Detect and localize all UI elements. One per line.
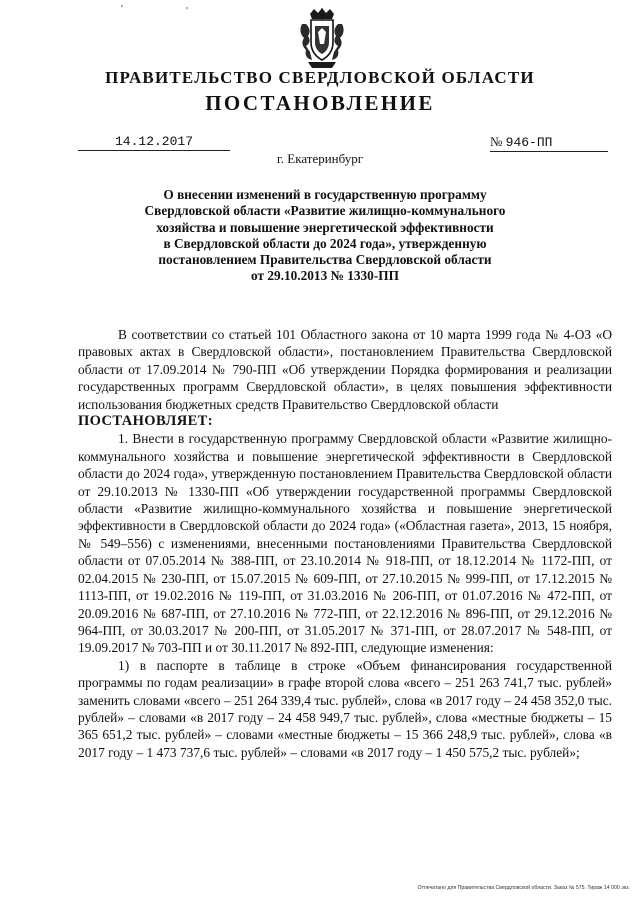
print-footer: Отпечатано для Правительства Свердловской области. Заказ № 575. Тираж 14 000 экз. <box>417 885 630 891</box>
title-line: от 29.10.2013 № 1330-ПП <box>251 268 399 284</box>
document-title <box>100 187 550 285</box>
city: г. Екатеринбург <box>276 151 364 166</box>
government-name: ПРАВИТЕЛЬСТВО СВЕРДЛОВСКОЙ ОБЛАСТИ <box>105 68 535 87</box>
title-line: Свердловской области «Развитие жилищно-коммунального <box>144 203 506 219</box>
document-date: 14.12.2017 <box>78 134 230 151</box>
title-line: постановлением Правительства Свердловской области <box>158 252 492 268</box>
title-line: хозяйства и повышение энергетической эффективности <box>156 219 494 235</box>
resolve-heading: ПОСТАНОВЛЯЕТ: <box>78 413 213 430</box>
title-line: в Свердловской области до 2024 года», утвержденную <box>163 235 487 251</box>
document-type: ПОСТАНОВЛЕНИЕ <box>205 91 435 115</box>
title-line: О внесении изменений в государственную программу <box>163 187 487 202</box>
document-number <box>490 134 608 152</box>
number-prefix: № <box>490 134 503 149</box>
intro-paragraph: В соответствии со статьей 101 Областного закона от 10 марта 1999 года № 4-ОЗ «О правовых актах в Свердловской области», постановлением Правительства Свердловской области от 17.09.2014 № 790-ПП «Об утверждении Порядка формирования и реализации государственных программ Свердловской области», в целях повышения эффективности использования бюджетных средств Правительство Свердловской области <box>78 327 612 412</box>
subitem-1-paragraph: 1) в паспорте в таблице в строке «Объем финансирования государственной программы по годам реализации» в графе второй слова «всего – 251 263 741,7 тыс. рублей» заменить словами «всего – 251 264 339,4 тыс. рублей», слова «в 2017 году – 24 458 352,0 тыс. рублей» – словами «в 2017 году – 24 458 949,7 тыс. рублей», слова «местные бюджеты – 15 365 651,2 тыс. рублей» – словами «местные бюджеты – 15 366 248,9 тыс. рублей», слова «в 2017 году – 1 473 737,6 тыс. рублей» – словами «в 2017 году – 1 450 575,2 тыс. рублей»; <box>78 657 612 760</box>
coat-of-arms-icon <box>296 8 348 70</box>
scan-mark: ' <box>186 6 188 17</box>
item-1-paragraph: 1. Внести в государственную программу Свердловской области «Развитие жилищно-коммунального хозяйства и повышение энергетической эффективности в Свердловской области до 2024 года», утвержденную постановлением Правительства Свердловской области от 29.10.2013 № 1330-ПП «Об утверждении государственной программы Свердловской области «Развитие жилищно-коммунального хозяйства и повышение энергетической эффективности в Свердловской области до 2024 года» («Областная газета», 2013, 15 ноября, № 549–556) с изменениями, внесенными постановлениями Правительства Свердловской области от 07.05.2014 № 388-ПП, от 23.10.2014 № 918-ПП, от 18.12.2014 № 1172-ПП, от 02.04.2015 № 230-ПП, от 15.07.2015 № 609-ПП, от 27.10.2015 № 999-ПП, от 17.12.2015 № 1113-ПП, от 19.02.2016 № 119-ПП, от 31.03.2016 № 206-ПП, от 01.07.2016 № 472-ПП, от 20.09.2016 № 687-ПП, от 27.10.2016 № 772-ПП, от 22.12.2016 № 896-ПП, от 29.12.2016 № 964-ПП, от 30.03.2017 № 200-ПП, от 31.05.2017 № 371-ПП, от 28.07.2017 № 548-ПП, от 19.09.2017 № 703-ПП и от 30.11.2017 № 892-ПП, следующие изменения: <box>78 431 612 656</box>
scan-mark: ' <box>121 4 123 15</box>
number-value: 946-ПП <box>505 135 553 150</box>
document-body <box>78 326 612 761</box>
